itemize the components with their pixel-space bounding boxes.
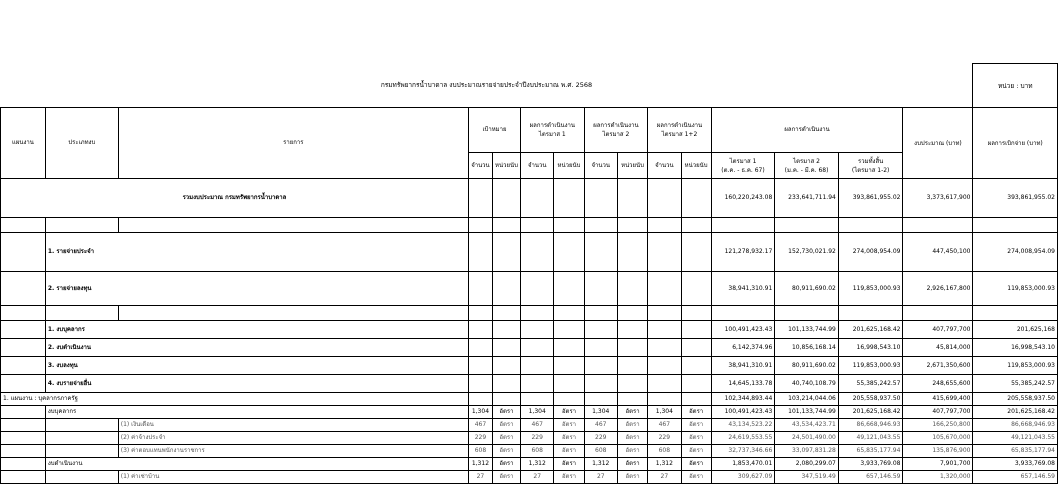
table-row [1,357,1058,375]
cell-target-unit: อัตรา [492,419,520,432]
cell-q1: 32,737,346.66 [711,445,775,458]
cell-q12-qty: 467 [648,419,681,432]
cell-disburse: 274,008,954.09 [973,233,1058,272]
cell-budget: 248,655,600 [903,375,973,393]
cell-budget: 135,876,900 [903,445,973,458]
header-q1: ไตรมาส 1 (ต.ค. - ธ.ค. 67) [711,153,775,179]
cell-q2-unit: อัตรา [617,419,647,432]
cell-target-qty: 27 [468,471,492,484]
cell-disburse: 86,668,946.93 [973,419,1058,432]
cell-q1: 102,344,893.44 [711,393,775,406]
cell-disburse: 205,558,937.50 [973,393,1058,406]
cell-disburse: 55,385,242.57 [973,375,1058,393]
cell-disburse: 657,146.59 [973,471,1058,484]
header-qty: จำนวน [521,153,554,179]
cell-budget: 1,320,000 [903,471,973,484]
cell-q2-unit: อัตรา [617,458,647,471]
header-qty: จำนวน [584,153,617,179]
header-qty: จำนวน [648,153,681,179]
cell-q2: 347,519.49 [775,471,839,484]
cell-q12-qty: 1,304 [648,406,681,419]
cell-q2: 24,501,490.00 [775,432,839,445]
cell-disburse: 65,835,177.94 [973,445,1058,458]
cell-q1-unit: อัตรา [554,471,584,484]
cell-q1: 38,941,310.91 [711,272,775,306]
table-row [1,321,1058,339]
cell-q2-unit: อัตรา [617,471,647,484]
row-label: (1) ค่าเช่าบ้าน [118,471,468,484]
row-label: (1) เงินเดือน [118,419,468,432]
header-total: รวมทั้งสิ้น (ไตรมาส 1-2) [838,153,903,179]
cell-q2: 152,730,021.92 [775,233,839,272]
cell-q1-qty: 1,312 [521,458,554,471]
cell-q12-unit: อัตรา [681,458,711,471]
row-label: (3) ค่าตอบแทนพนักงานราชการ [118,445,468,458]
table-row [1,393,1058,406]
cell-q2-qty: 467 [584,419,617,432]
cell-q1-unit: อัตรา [554,419,584,432]
cell-q1-qty: 608 [521,445,554,458]
cell-disburse: 201,625,168 [973,321,1058,339]
row-label: งบบุคลากร [45,406,468,419]
header-q2: ไตรมาส 2 (ม.ค. - มี.ค. 68) [775,153,839,179]
cell-disburse: 119,853,000.93 [973,357,1058,375]
header-perf-result: ผลการดำเนินงาน [711,108,903,153]
cell-q1: 1,853,470.01 [711,458,775,471]
cell-q12-unit: อัตรา [681,432,711,445]
cell-target-unit: อัตรา [492,432,520,445]
cell-target-qty: 467 [468,419,492,432]
cell-disburse: 16,998,543.10 [973,339,1058,357]
cell-q1: 24,619,553.55 [711,432,775,445]
cell-budget: 166,250,800 [903,419,973,432]
cell-target-unit: อัตรา [492,458,520,471]
cell-q2: 103,214,044.06 [775,393,839,406]
cell-q2: 40,740,108.79 [775,375,839,393]
cell-q1: 100,491,423.43 [711,321,775,339]
cell-target-unit: อัตรา [492,471,520,484]
cell-q12-unit: อัตรา [681,419,711,432]
cell-q12-unit: อัตรา [681,406,711,419]
header-perf-q2: ผลการดำเนินงาน ไตรมาส 2 [584,108,648,153]
header-unit: หน่วยนับ [681,153,711,179]
table-row [1,375,1058,393]
cell-q1-unit: อัตรา [554,406,584,419]
header-unit: หน่วยนับ [492,153,520,179]
cell-q12-unit: อัตรา [681,471,711,484]
cell-budget: 407,797,700 [903,406,973,419]
cell-q2: 43,534,423.71 [775,419,839,432]
cell-q1-unit: อัตรา [554,458,584,471]
header-item: รายการ [118,108,468,179]
cell-budget: 45,814,000 [903,339,973,357]
cell-disburse: 3,933,769.08 [973,458,1058,471]
row-label: 1. รายจ่ายประจำ [45,233,468,272]
cell-q1-unit: อัตรา [554,445,584,458]
row-label: 2. รายจ่ายลงทุน [45,272,468,306]
cell-total: 55,385,242.57 [838,375,903,393]
header-perf-q1: ผลการดำเนินงาน ไตรมาส 1 [521,108,585,153]
cell-total: 65,835,177.94 [838,445,903,458]
cell-q1: 160,220,243.08 [711,179,775,218]
cell-q2-unit: อัตรา [617,432,647,445]
table-row [1,339,1058,357]
cell-q1-qty: 1,304 [521,406,554,419]
row-label: 3. งบลงทุน [45,357,468,375]
cell-q2-qty: 27 [584,471,617,484]
cell-target-qty: 608 [468,445,492,458]
cell-q1-unit: อัตรา [554,432,584,445]
cell-q1: 309,627.09 [711,471,775,484]
cell-budget: 447,450,100 [903,233,973,272]
cell-disburse: 119,853,000.93 [973,272,1058,306]
table-row [1,406,1058,419]
cell-target-qty: 1,304 [468,406,492,419]
cell-total: 49,121,043.55 [838,432,903,445]
header-perf-q12: ผลการดำเนินงาน ไตรมาส 1+2 [648,108,712,153]
cell-budget: 3,373,617,900 [903,179,973,218]
cell-target-unit: อัตรา [492,445,520,458]
cell-q12-qty: 1,312 [648,458,681,471]
cell-disburse: 201,625,168.42 [973,406,1058,419]
row-label: งบดำเนินงาน [45,458,468,471]
cell-q12-unit: อัตรา [681,445,711,458]
cell-disburse: 393,861,955.02 [973,179,1058,218]
table-row [1,445,1058,458]
cell-total: 393,861,955.02 [838,179,903,218]
header-unit: หน่วยนับ [617,153,647,179]
cell-q2: 33,097,831.28 [775,445,839,458]
row-label: 2. งบดำเนินงาน [45,339,468,357]
cell-q2-unit: อัตรา [617,406,647,419]
cell-total: 201,625,168.42 [838,406,903,419]
header-qty: จำนวน [468,153,492,179]
cell-q2-qty: 608 [584,445,617,458]
cell-q1: 43,134,523.22 [711,419,775,432]
cell-budget: 105,670,000 [903,432,973,445]
cell-q12-qty: 229 [648,432,681,445]
cell-budget: 2,671,350,600 [903,357,973,375]
cell-q2-qty: 229 [584,432,617,445]
cell-total: 3,933,769.08 [838,458,903,471]
unit-label: หน่วย : บาท [973,64,1058,108]
cell-q2: 2,080,299.07 [775,458,839,471]
header-target: เป้าหมาย [468,108,520,153]
table-row [1,419,1058,432]
header-unit: หน่วยนับ [554,153,584,179]
cell-total: 119,853,000.93 [838,357,903,375]
row-label: รวมงบประมาณ กรมทรัพยากรน้ำบาดาล [1,179,469,218]
cell-total: 16,998,543.10 [838,339,903,357]
table-row [1,432,1058,445]
cell-budget: 407,797,700 [903,321,973,339]
table-row [1,233,1058,272]
cell-q2: 233,641,711.94 [775,179,839,218]
cell-q1: 100,491,423.43 [711,406,775,419]
cell-target-qty: 229 [468,432,492,445]
table-row [1,272,1058,306]
header-budget: งบประมาณ (บาท) [903,108,973,179]
cell-q1-qty: 229 [521,432,554,445]
cell-target-unit: อัตรา [492,406,520,419]
header-budget-type: ประเภทงบ [45,108,118,179]
cell-q2: 80,911,690.02 [775,272,839,306]
row-label: (2) ค่าจ้างประจำ [118,432,468,445]
report-title: กรมทรัพยากรน้ำบาดาล งบประมาณรายจ่ายประจำปีงบประมาณ พ.ศ. 2568 [1,64,973,108]
cell-q1: 121,278,932.17 [711,233,775,272]
cell-total: 274,008,954.09 [838,233,903,272]
cell-q2-qty: 1,304 [584,406,617,419]
cell-budget: 7,901,700 [903,458,973,471]
cell-total: 86,668,946.93 [838,419,903,432]
header-disburse: ผลการเบิกจ่าย (บาท) [973,108,1058,179]
cell-total: 201,625,168.42 [838,321,903,339]
cell-q1: 38,941,310.91 [711,357,775,375]
cell-total: 119,853,000.93 [838,272,903,306]
cell-q12-qty: 27 [648,471,681,484]
cell-q2-qty: 1,312 [584,458,617,471]
row-label: 1. แผนงาน : บุคลากรภาครัฐ [1,393,469,406]
budget-table [0,63,1058,484]
cell-q2: 101,133,744.99 [775,406,839,419]
cell-q12-qty: 608 [648,445,681,458]
cell-q2: 80,911,690.02 [775,357,839,375]
cell-q2: 101,133,744.99 [775,321,839,339]
cell-disburse: 49,121,043.55 [973,432,1058,445]
row-label: 4. งบรายจ่ายอื่น [45,375,468,393]
cell-q2-unit: อัตรา [617,445,647,458]
table-row [1,179,1058,218]
cell-budget: 415,699,400 [903,393,973,406]
cell-q1-qty: 467 [521,419,554,432]
cell-q1-qty: 27 [521,471,554,484]
table-row [1,471,1058,484]
cell-total: 657,146.59 [838,471,903,484]
table-row [1,458,1058,471]
cell-q1: 14,645,133.78 [711,375,775,393]
header-plan: แผนงาน [1,108,46,179]
row-label: 1. งบบุคลากร [45,321,468,339]
cell-q2: 10,856,168.14 [775,339,839,357]
cell-target-qty: 1,312 [468,458,492,471]
cell-q1: 6,142,374.96 [711,339,775,357]
cell-budget: 2,926,167,800 [903,272,973,306]
cell-total: 205,558,937.50 [838,393,903,406]
budget-report [0,63,1058,484]
